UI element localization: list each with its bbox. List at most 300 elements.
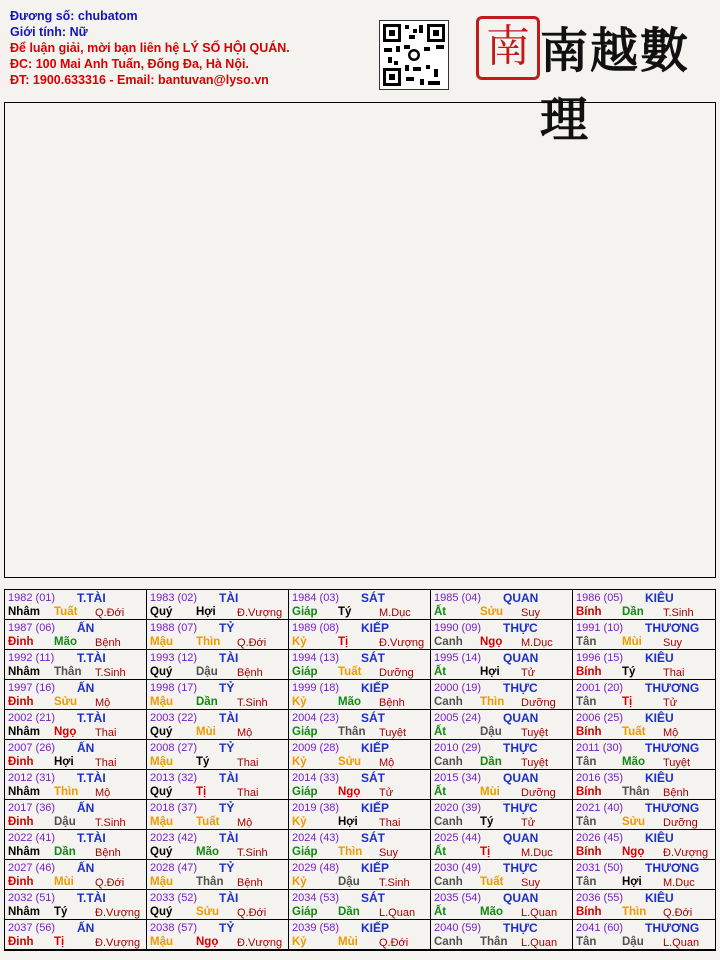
year-label: 2001 (20) (576, 682, 624, 694)
year-stage: T.Sinh (95, 667, 126, 679)
year-branch: Dậu (480, 726, 502, 738)
year-stem: Ất (434, 906, 447, 918)
year-stage: Tuyệt (521, 757, 549, 769)
year-cell (573, 590, 715, 620)
year-stage: Dưỡng (663, 817, 698, 829)
year-stage: Tử (663, 697, 678, 709)
year-cell (431, 740, 573, 770)
year-stage: M.Dục (663, 877, 695, 889)
year-label: 2003 (22) (150, 712, 198, 724)
year-stem: Giáp (292, 906, 318, 918)
year-god: SÁT (361, 651, 385, 665)
year-stage: Đ.Vượng (237, 607, 283, 619)
year-stem: Kỷ (292, 756, 307, 768)
header-info (10, 8, 370, 88)
year-god: KIÊU (645, 891, 674, 905)
year-branch: Thìn (338, 846, 363, 858)
year-branch: Tuất (338, 666, 362, 678)
year-label: 1987 (06) (8, 622, 56, 634)
year-god: KIÊU (645, 711, 674, 725)
year-cell (431, 890, 573, 920)
year-stage: Dưỡng (379, 667, 414, 679)
year-label: 2002 (21) (8, 712, 56, 724)
year-stem: Nhâm (8, 846, 40, 858)
phone-email-line: ĐT: 1900.633316 - Email: bantuvan@lyso.vn (10, 73, 269, 87)
year-label: 1995 (14) (434, 652, 482, 664)
year-stem: Giáp (292, 606, 318, 618)
year-stage: Suy (379, 847, 398, 859)
year-branch: Dần (196, 696, 218, 708)
year-label: 2019 (38) (292, 802, 340, 814)
year-branch: Dần (622, 606, 644, 618)
year-cell (147, 650, 289, 680)
year-stem: Bính (576, 726, 602, 738)
year-stem: Mậu (150, 756, 173, 768)
year-branch: Sửu (480, 606, 504, 618)
year-cell (431, 650, 573, 680)
year-branch: Tị (54, 936, 65, 948)
year-cell (573, 800, 715, 830)
year-stem: Tân (576, 816, 597, 828)
year-stem: Mậu (150, 696, 173, 708)
year-god: SÁT (361, 891, 385, 905)
year-branch: Dậu (54, 816, 76, 828)
year-cell (573, 740, 715, 770)
year-label: 1988 (07) (150, 622, 198, 634)
year-god: ẤN (77, 741, 95, 755)
year-branch: Mão (338, 696, 361, 708)
year-stem: Quý (150, 846, 173, 858)
year-cell (147, 740, 289, 770)
year-branch: Hợi (338, 816, 358, 828)
year-stem: Canh (434, 696, 463, 708)
year-stage: Tử (521, 817, 536, 829)
year-branch: Thìn (622, 906, 647, 918)
year-cell (289, 830, 431, 860)
year-branch: Tuất (54, 606, 78, 618)
year-stem: Tân (576, 636, 597, 648)
year-label: 2036 (55) (576, 892, 624, 904)
year-god: T.TÀI (77, 651, 106, 665)
year-label: 1985 (04) (434, 592, 482, 604)
year-god: KIÊU (645, 651, 674, 665)
year-cell (5, 920, 147, 950)
year-god: SÁT (361, 711, 385, 725)
year-stem: Quý (150, 666, 173, 678)
brand-text: 南越數理 (540, 23, 691, 148)
year-stage: Dưỡng (521, 787, 556, 799)
year-god: THƯƠNG (645, 801, 700, 815)
year-cell (431, 710, 573, 740)
year-stage: L.Quan (521, 907, 558, 919)
year-god: KIÊU (645, 591, 674, 605)
year-cell (289, 890, 431, 920)
year-branch: Ngọ (54, 726, 77, 738)
year-branch: Dậu (196, 666, 218, 678)
year-cell (573, 830, 715, 860)
year-god: ẤN (77, 681, 95, 695)
year-stem: Ất (434, 786, 447, 798)
year-stage: Tử (521, 667, 536, 679)
year-cell (431, 920, 573, 950)
year-stage: Thai (663, 667, 685, 679)
year-god: TỶ (219, 861, 235, 875)
red-seal (476, 16, 540, 80)
year-label: 1994 (13) (292, 652, 340, 664)
year-god: QUAN (503, 591, 539, 605)
year-branch: Hợi (622, 876, 642, 888)
year-stem: Canh (434, 936, 463, 948)
year-god: TÀI (219, 891, 239, 905)
year-god: TỶ (219, 741, 235, 755)
year-label: 2016 (35) (576, 772, 624, 784)
year-stage: Bệnh (237, 667, 263, 679)
year-cell (5, 740, 147, 770)
year-cell (431, 800, 573, 830)
year-label: 2000 (19) (434, 682, 482, 694)
year-branch: Ngọ (622, 846, 645, 858)
year-label: 2030 (49) (434, 862, 482, 874)
year-label: 2033 (52) (150, 892, 198, 904)
year-stage: Thai (237, 757, 259, 769)
year-stem: Canh (434, 636, 463, 648)
year-god: T.TÀI (77, 891, 106, 905)
year-label: 2009 (28) (292, 742, 340, 754)
year-stem: Bính (576, 666, 602, 678)
year-label: 1982 (01) (8, 592, 56, 604)
contact-line: Để luận giải, mời bạn liên hệ LÝ SỐ HỘI QUÁN. (10, 41, 290, 55)
year-god: TÀI (219, 711, 239, 725)
year-stage: T.Sinh (379, 877, 410, 889)
year-branch: Tuất (196, 816, 220, 828)
year-label: 2017 (36) (8, 802, 56, 814)
year-stage: Mộ (379, 757, 395, 769)
year-cell (5, 710, 147, 740)
year-stage: L.Quan (663, 937, 700, 949)
year-branch: Thìn (196, 636, 221, 648)
year-stage: Bệnh (663, 787, 689, 799)
year-branch: Mùi (196, 726, 216, 738)
year-branch: Thân (338, 726, 366, 738)
year-cell (431, 590, 573, 620)
year-god: THỰC (503, 681, 538, 695)
year-god: TÀI (219, 831, 239, 845)
year-branch: Tý (622, 666, 636, 678)
year-branch: Tị (622, 696, 633, 708)
year-cell (5, 680, 147, 710)
year-stage: Đ.Vượng (95, 937, 141, 949)
year-branch: Hợi (480, 666, 500, 678)
year-god: ẤN (77, 621, 95, 635)
year-cell (289, 710, 431, 740)
year-stem: Đinh (8, 816, 34, 828)
year-stem: Canh (434, 876, 463, 888)
year-stem: Quý (150, 786, 173, 798)
year-label: 1993 (12) (150, 652, 198, 664)
year-cell (431, 620, 573, 650)
year-stem: Canh (434, 816, 463, 828)
year-stage: Suy (521, 877, 540, 889)
year-god: THƯƠNG (645, 741, 700, 755)
year-label: 2040 (59) (434, 922, 482, 934)
year-stage: Q.Đới (663, 907, 693, 919)
year-stem: Đinh (8, 876, 34, 888)
year-branch: Thân (196, 876, 224, 888)
year-stem: Quý (150, 906, 173, 918)
year-stage: Mộ (95, 787, 111, 799)
year-god: TÀI (219, 771, 239, 785)
year-label: 2031 (50) (576, 862, 624, 874)
year-stem: Kỷ (292, 636, 307, 648)
year-stem: Kỷ (292, 876, 307, 888)
year-cell (5, 830, 147, 860)
year-god: TÀI (219, 591, 239, 605)
year-branch: Dần (54, 846, 76, 858)
year-god: T.TÀI (77, 711, 106, 725)
year-label: 1983 (02) (150, 592, 198, 604)
year-stage: Q.Đới (379, 937, 409, 949)
year-label: 2041 (60) (576, 922, 624, 934)
year-branch: Mão (480, 906, 503, 918)
year-branch: Mùi (338, 936, 358, 948)
brand-logo (476, 6, 712, 148)
seal-text: 南 (486, 21, 530, 72)
year-god: TÀI (219, 651, 239, 665)
year-stem: Giáp (292, 666, 318, 678)
year-stem: Nhâm (8, 726, 40, 738)
year-stem: Giáp (292, 726, 318, 738)
year-stem: Bính (576, 846, 602, 858)
year-label: 1997 (16) (8, 682, 56, 694)
year-cell (147, 860, 289, 890)
year-label: 2014 (33) (292, 772, 340, 784)
year-god: TỶ (219, 921, 235, 935)
year-branch: Mão (622, 756, 645, 768)
year-label: 2008 (27) (150, 742, 198, 754)
year-cell (289, 620, 431, 650)
address-line: ĐC: 100 Mai Anh Tuấn, Đống Đa, Hà Nội. (10, 57, 249, 71)
year-cell (289, 920, 431, 950)
year-stem: Bính (576, 786, 602, 798)
year-branch: Tý (196, 756, 210, 768)
year-cell (5, 620, 147, 650)
year-stage: T.Sinh (237, 697, 268, 709)
year-god: T.TÀI (77, 591, 106, 605)
year-stage: Thai (95, 757, 117, 769)
year-stage: T.Sinh (663, 607, 694, 619)
year-label: 2005 (24) (434, 712, 482, 724)
year-god: QUAN (503, 651, 539, 665)
year-stem: Kỷ (292, 696, 307, 708)
year-branch: Tuất (480, 876, 504, 888)
year-cell (431, 860, 573, 890)
year-stem: Tân (576, 936, 597, 948)
year-stem: Đinh (8, 636, 34, 648)
year-stem: Đinh (8, 936, 34, 948)
year-branch: Hợi (196, 606, 216, 618)
year-stem: Bính (576, 606, 602, 618)
year-label: 2021 (40) (576, 802, 624, 814)
year-god: KIÊU (645, 771, 674, 785)
year-cell (573, 770, 715, 800)
year-label: 2023 (42) (150, 832, 198, 844)
year-branch: Tý (480, 816, 494, 828)
year-stage: Đ.Vượng (237, 937, 283, 949)
year-stem: Quý (150, 726, 173, 738)
year-cell (289, 680, 431, 710)
year-stem: Canh (434, 756, 463, 768)
year-label: 2037 (56) (8, 922, 56, 934)
year-label: 1986 (05) (576, 592, 624, 604)
year-stem: Tân (576, 876, 597, 888)
year-cell (147, 800, 289, 830)
year-stage: Dưỡng (521, 697, 556, 709)
year-god: KIẾP (361, 741, 390, 755)
year-stem: Ất (434, 846, 447, 858)
year-stage: Tuyệt (379, 727, 407, 739)
year-branch: Dậu (338, 876, 360, 888)
year-cell (289, 740, 431, 770)
year-branch: Mùi (622, 636, 642, 648)
year-god: ẤN (77, 801, 95, 815)
year-stem: Ất (434, 606, 447, 618)
year-stem: Đinh (8, 696, 34, 708)
year-god: KIẾP (361, 621, 390, 635)
year-label: 2025 (44) (434, 832, 482, 844)
year-god: ẤN (77, 861, 95, 875)
year-stage: Thai (95, 727, 117, 739)
year-stem: Nhâm (8, 906, 40, 918)
year-god: THƯƠNG (645, 681, 700, 695)
year-branch: Mùi (480, 786, 500, 798)
year-stage: M.Dục (521, 847, 553, 859)
year-stem: Ất (434, 666, 447, 678)
year-stage: L.Quan (521, 937, 558, 949)
year-label: 2032 (51) (8, 892, 56, 904)
year-cell (289, 590, 431, 620)
year-stage: Đ.Vượng (95, 907, 141, 919)
year-branch: Mùi (54, 876, 74, 888)
year-god: ẤN (77, 921, 95, 935)
year-god: THƯƠNG (645, 861, 700, 875)
year-stage: Đ.Vượng (663, 847, 709, 859)
year-god: THỰC (503, 921, 538, 935)
year-stem: Bính (576, 906, 602, 918)
year-cell (431, 680, 573, 710)
year-stage: Mộ (663, 727, 679, 739)
year-god: SÁT (361, 831, 385, 845)
year-cell (147, 620, 289, 650)
year-stage: Q.Đới (237, 637, 267, 649)
year-stem: Mậu (150, 876, 173, 888)
year-branch: Tị (196, 786, 207, 798)
year-label: 2034 (53) (292, 892, 340, 904)
year-cell (573, 710, 715, 740)
year-stem: Nhâm (8, 606, 40, 618)
year-cell (5, 800, 147, 830)
year-branch: Dần (338, 906, 360, 918)
year-branch: Sửu (54, 696, 78, 708)
year-cell (147, 890, 289, 920)
year-cell (573, 650, 715, 680)
year-label: 2035 (54) (434, 892, 482, 904)
year-branch: Mão (54, 636, 77, 648)
year-branch: Ngọ (338, 786, 361, 798)
year-stage: Tuyệt (663, 757, 691, 769)
year-god: THỰC (503, 801, 538, 815)
year-cell (147, 920, 289, 950)
year-cell (5, 650, 147, 680)
year-god: T.TÀI (77, 771, 106, 785)
year-branch: Dần (480, 756, 502, 768)
year-stage: Suy (663, 637, 682, 649)
year-cell (5, 770, 147, 800)
year-stage: M.Dục (379, 607, 411, 619)
year-stage: T.Sinh (237, 847, 268, 859)
year-stage: Tuyệt (521, 727, 549, 739)
year-label: 2029 (48) (292, 862, 340, 874)
year-stage: Đ.Vượng (379, 637, 425, 649)
year-branch: Thân (54, 666, 82, 678)
year-cell (573, 860, 715, 890)
year-god: QUAN (503, 711, 539, 725)
year-cell (289, 800, 431, 830)
year-stage: Bệnh (95, 847, 121, 859)
year-branch: Tuất (622, 726, 646, 738)
year-label: 1998 (17) (150, 682, 198, 694)
year-stage: T.Sinh (95, 817, 126, 829)
year-stage: Mộ (237, 727, 253, 739)
year-label: 2020 (39) (434, 802, 482, 814)
year-cell (5, 860, 147, 890)
person-name: Đương số: chubatom (10, 9, 138, 23)
year-branch: Ngọ (196, 936, 219, 948)
year-stage: Mộ (237, 817, 253, 829)
year-cell (573, 920, 715, 950)
year-cell (147, 770, 289, 800)
year-branch: Thìn (480, 696, 505, 708)
year-stem: Nhâm (8, 666, 40, 678)
year-god: TỶ (219, 621, 235, 635)
year-god: THƯƠNG (645, 921, 700, 935)
year-god: TỶ (219, 801, 235, 815)
year-god: THỰC (503, 861, 538, 875)
year-god: SÁT (361, 591, 385, 605)
year-god: KIẾP (361, 681, 390, 695)
year-cell (289, 650, 431, 680)
year-stem: Mậu (150, 636, 173, 648)
year-stem: Kỷ (292, 816, 307, 828)
annual-table (4, 589, 716, 951)
year-stem: Quý (150, 606, 173, 618)
year-stage: Q.Đới (95, 877, 125, 889)
year-branch: Sửu (338, 756, 362, 768)
year-god: QUAN (503, 771, 539, 785)
year-god: THỰC (503, 741, 538, 755)
year-label: 2015 (34) (434, 772, 482, 784)
year-branch: Sửu (622, 816, 646, 828)
year-label: 1996 (15) (576, 652, 624, 664)
year-label: 2013 (32) (150, 772, 198, 784)
year-god: T.TÀI (77, 831, 106, 845)
year-stage: Bệnh (379, 697, 405, 709)
year-stage: Thai (237, 787, 259, 799)
year-god: QUAN (503, 831, 539, 845)
year-label: 1990 (09) (434, 622, 482, 634)
year-label: 2038 (57) (150, 922, 198, 934)
year-god: TỶ (219, 681, 235, 695)
year-branch: Thân (480, 936, 508, 948)
